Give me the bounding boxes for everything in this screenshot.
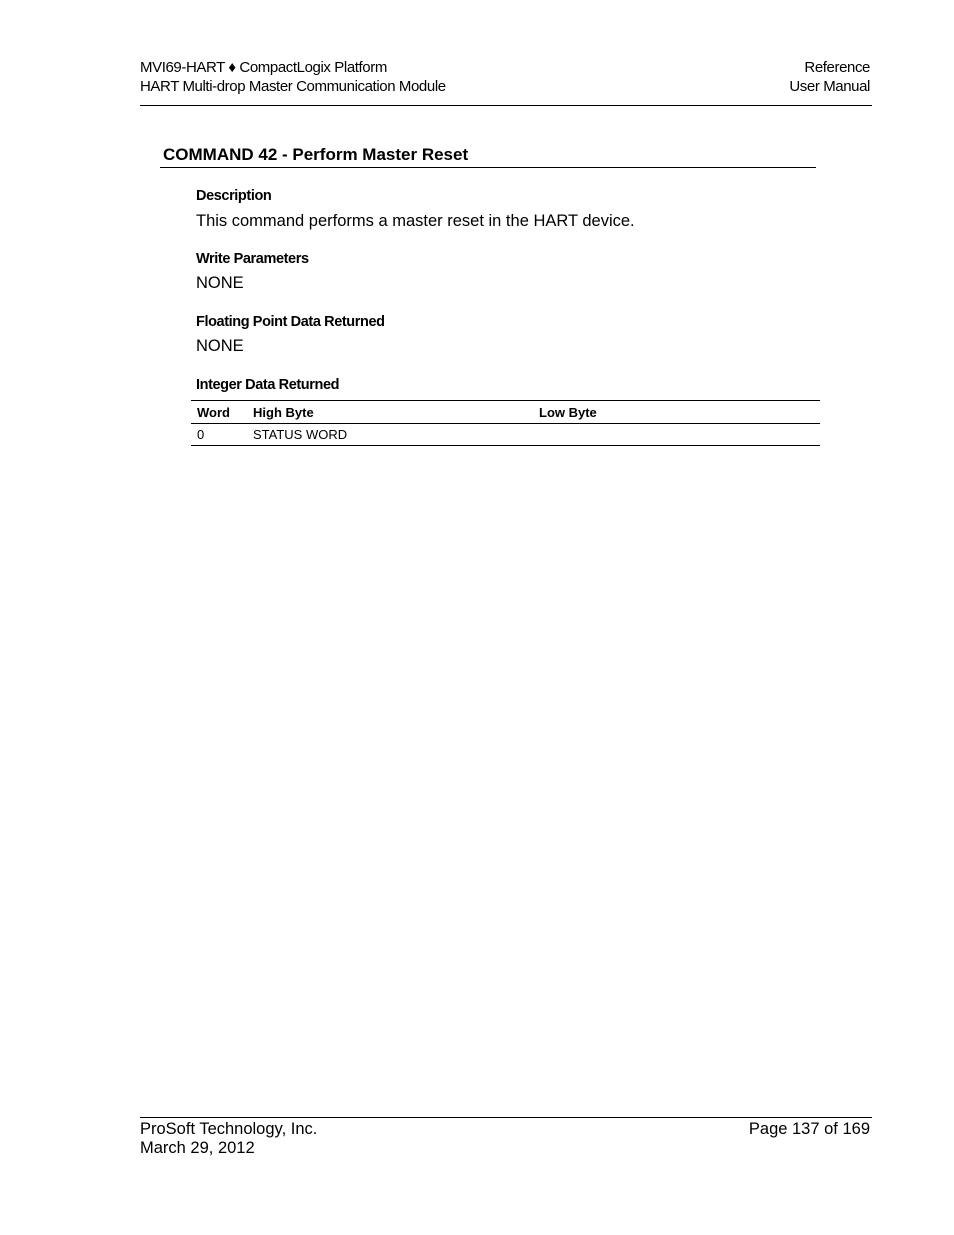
cell-low-byte xyxy=(533,424,820,446)
cell-word: 0 xyxy=(191,424,247,446)
cell-high-byte: STATUS WORD xyxy=(247,424,533,446)
header-product-title: MVI69-HART ♦ CompactLogix Platform xyxy=(140,59,387,76)
description-heading: Description xyxy=(196,188,272,204)
section-divider xyxy=(160,167,816,168)
header-doc-type: User Manual xyxy=(789,78,870,95)
integer-data-heading: Integer Data Returned xyxy=(196,377,340,393)
column-header-word: Word xyxy=(191,401,247,424)
float-data-heading: Floating Point Data Returned xyxy=(196,314,385,330)
header-divider xyxy=(140,105,872,106)
column-header-high-byte: High Byte xyxy=(247,401,533,424)
section-title: COMMAND 42 - Perform Master Reset xyxy=(163,145,469,164)
page-header xyxy=(140,58,870,98)
float-data-value: NONE xyxy=(196,337,244,355)
footer-page-number: Page 137 of 169 xyxy=(748,1120,870,1138)
footer-date: March 29, 2012 xyxy=(140,1139,255,1157)
table-row xyxy=(191,424,820,446)
write-parameters-value: NONE xyxy=(196,274,244,292)
header-right xyxy=(789,58,870,96)
column-header-low-byte: Low Byte xyxy=(533,401,820,424)
footer-company: ProSoft Technology, Inc. xyxy=(140,1120,318,1138)
footer-divider xyxy=(140,1117,872,1118)
table-header-row xyxy=(191,401,820,424)
header-section-name: Reference xyxy=(804,59,870,76)
header-module-name: HART Multi-drop Master Communication Module xyxy=(140,78,446,95)
footer-left xyxy=(140,1120,317,1158)
write-parameters-heading: Write Parameters xyxy=(196,251,309,267)
integer-data-table xyxy=(191,400,820,446)
description-text: This command performs a master reset in the HART device. xyxy=(196,212,635,230)
header-left xyxy=(140,58,446,96)
